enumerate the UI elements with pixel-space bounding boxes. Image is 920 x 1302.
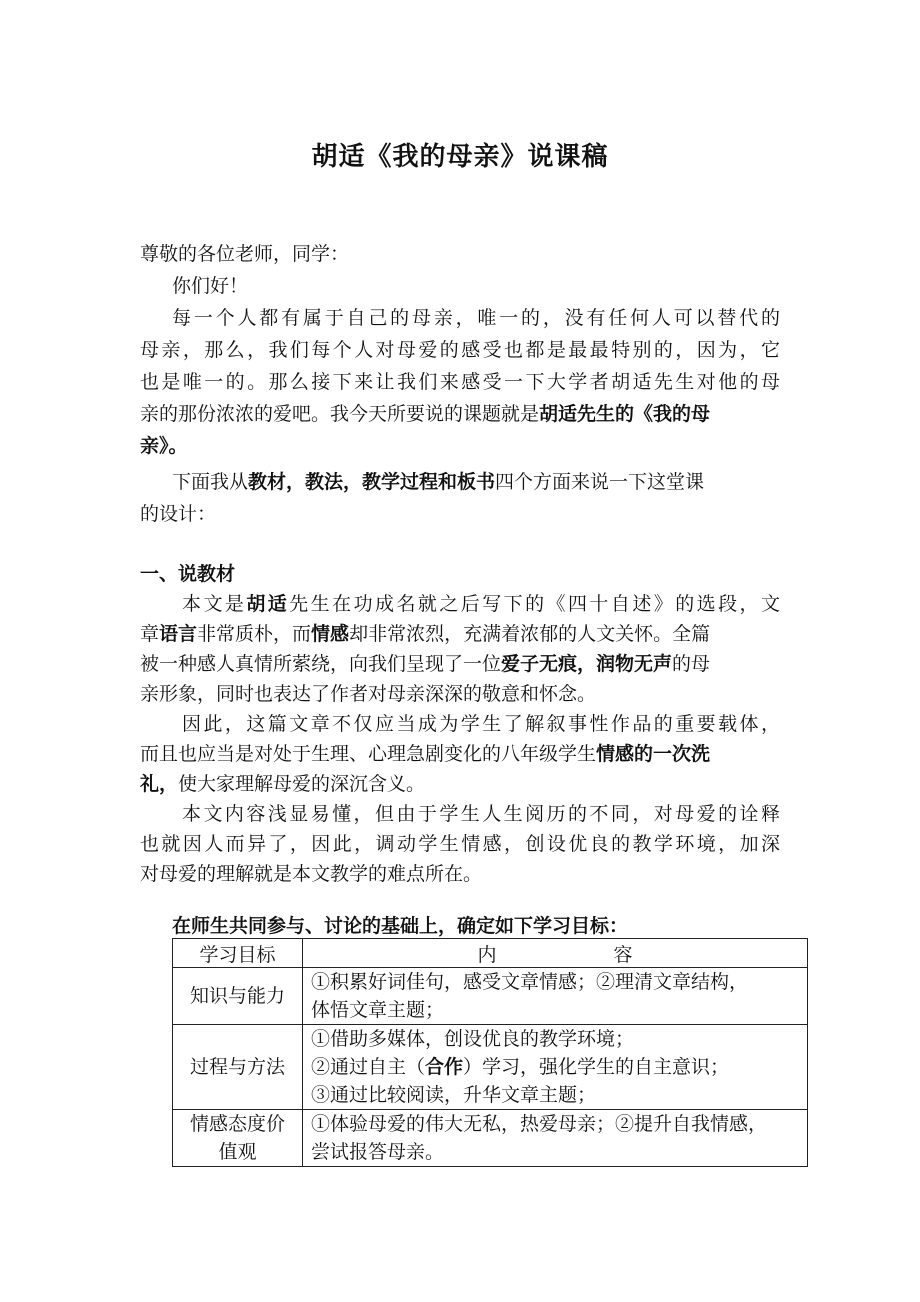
p1-text: 本文是 <box>182 593 247 615</box>
p1-line-1 <box>182 588 780 620</box>
row-line: 体悟文章主题； <box>311 999 445 1021</box>
row-bold: 合作 <box>425 1056 464 1078</box>
plan-line-2: 的设计： <box>140 503 217 525</box>
header-label: 学习目标 <box>173 939 303 968</box>
greeting: 尊敬的各位老师，同学： <box>140 243 350 265</box>
p3-line-1: 本文内容浅显易懂，但由于学生人生阅历的不同，对母爱的诠释 <box>182 803 780 825</box>
row-label-1: 情感态度价 <box>189 1113 285 1135</box>
plan-text: 下面我从 <box>172 471 249 493</box>
goals-intro: 在师生共同参与、讨论的基础上，确定如下学习目标： <box>172 915 629 937</box>
row-text: ）学习，强化学生的自主意识； <box>463 1056 730 1078</box>
p1-text-7: 的母 <box>672 653 711 675</box>
p2-line-2 <box>140 738 780 770</box>
table-row <box>173 1110 808 1167</box>
section-heading: 一、说教材 <box>140 563 236 585</box>
row-line: ①体验母爱的伟大无私，热爱母亲；②提升自我情感， <box>311 1113 768 1135</box>
p1-line-3 <box>140 648 780 680</box>
p1-text-2: 先生在功成名就之后写下的《四十自述》的选段，文 <box>289 593 780 615</box>
table-header-row <box>173 939 808 968</box>
row-line: ①积累好词佳句，感受文章情感；②理清文章结构， <box>311 971 749 993</box>
p2-line-1: 因此，这篇文章不仅应当成为学生了解叙事性作品的重要载体， <box>182 713 780 735</box>
header-content <box>303 939 808 968</box>
row-line <box>311 1053 801 1081</box>
intro-text: 亲的那份浓浓的爱吧。我今天所要说的课题就是 <box>140 403 540 425</box>
table-row <box>173 1025 808 1110</box>
p1-text-5: 却非常浓烈，充满着浓郁的人文关怀。全篇 <box>349 623 711 645</box>
intro-line-2: 母亲，那么，我们每个人对母爱的感受也都是最最特别的，因为，它 <box>140 339 780 361</box>
p1-line-4: 亲形象，同时也表达了作者对母亲深深的敬意和怀念。 <box>140 683 597 705</box>
row-label: 知识与能力 <box>173 968 303 1025</box>
p1-bold-hushi: 胡适 <box>246 593 290 615</box>
learning-goals-table <box>172 938 808 1167</box>
row-line: ③通过比较阅读，升华文章主题； <box>311 1084 597 1106</box>
p1-text-6: 被一种感人真情所萦绕，向我们呈现了一位 <box>140 653 502 675</box>
p1-bold-language: 语言 <box>159 623 198 645</box>
intro-line-4 <box>140 398 780 430</box>
page-title: 胡适《我的母亲》说课稿 <box>311 142 609 172</box>
p1-line-2 <box>140 618 780 650</box>
row-line: ①借助多媒体，创设优良的教学环境； <box>311 1028 635 1050</box>
intro-line-1: 每一个人都有属于自己的母亲，唯一的，没有任何人可以替代的 <box>172 307 780 329</box>
intro-line-5: 亲》。 <box>140 435 188 457</box>
p1-text-4: 非常质朴，而 <box>197 623 312 645</box>
row-content <box>303 968 808 1025</box>
p2-bold: 情感的一次洗 <box>596 743 711 765</box>
row-content <box>303 1025 808 1110</box>
table-row <box>173 968 808 1025</box>
intro-line-3: 也是唯一的。那么接下来让我们来感受一下大学者胡适先生对他的母 <box>140 371 780 393</box>
p3-line-3: 对母爱的理解就是本文教学的难点所在。 <box>140 863 483 885</box>
p2-line-3 <box>140 768 780 800</box>
p1-bold-emotion: 情感 <box>311 623 350 645</box>
row-content <box>303 1110 808 1167</box>
p3-line-2: 也就因人而异了，因此，调动学生情感，创设优良的教学环境，加深 <box>140 833 780 855</box>
plan-bold: 教材，教法，教学过程和板书 <box>248 471 496 493</box>
row-label-2: 值观 <box>218 1141 257 1163</box>
header-content-2: 容 <box>613 943 633 966</box>
p2-bold-2: 礼， <box>140 773 179 795</box>
row-label <box>173 1110 303 1167</box>
plan-line-1 <box>172 466 780 498</box>
intro-bold-title: 胡适先生的《我的母 <box>539 403 711 425</box>
p1-bold-love: 爱子无痕，润物无声 <box>501 653 673 675</box>
row-line: 尝试报答母亲。 <box>311 1141 445 1163</box>
p2-text-2: 使大家理解母爱的深沉含义。 <box>178 773 426 795</box>
hello-line: 你们好！ <box>172 275 249 297</box>
p1-text-3: 章 <box>140 623 160 645</box>
p2-text: 而且也应当是对处于生理、心理急剧变化的八年级学生 <box>140 743 597 765</box>
header-content-1: 内 <box>477 943 497 966</box>
row-label: 过程与方法 <box>173 1025 303 1110</box>
row-text: ②通过自主（ <box>311 1056 426 1078</box>
plan-text-2: 四个方面来说一下这堂课 <box>495 471 705 493</box>
